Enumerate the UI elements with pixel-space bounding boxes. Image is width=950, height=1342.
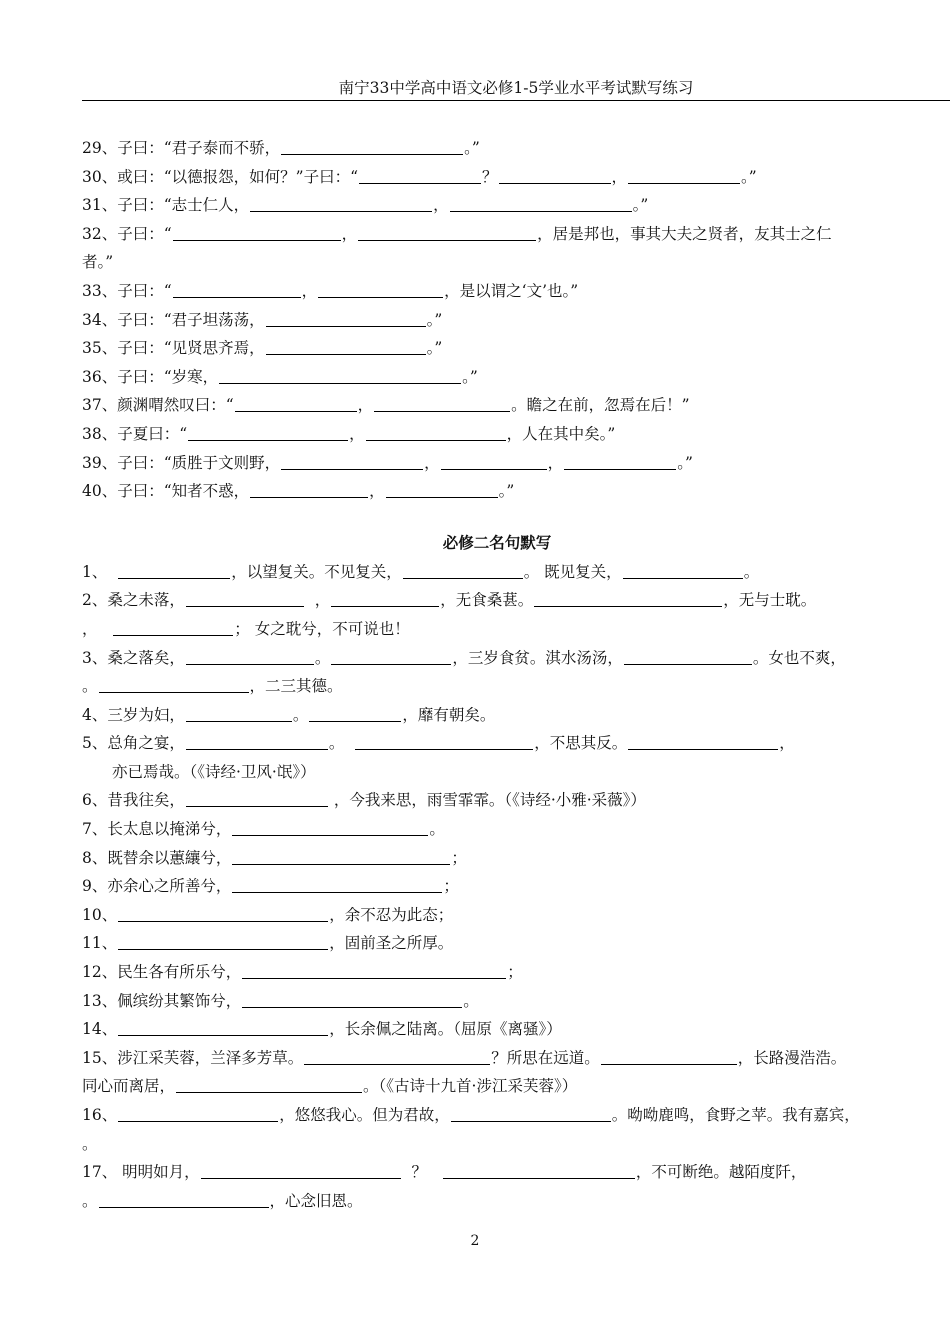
item-2: 2、桑之未落， ， ，无食桑葚。 ，无与士耽。 xyxy=(82,591,817,610)
question-34: 34、子曰：“君子坦荡荡， 。” xyxy=(82,310,443,329)
answer-blank[interactable] xyxy=(232,875,442,893)
answer-blank[interactable] xyxy=(534,589,722,607)
answer-blank[interactable] xyxy=(441,452,547,470)
item-7: 7、长太息以掩涕兮， 。 xyxy=(82,820,445,839)
answer-blank[interactable] xyxy=(113,618,233,636)
answer-blank[interactable] xyxy=(266,309,426,327)
answer-blank[interactable] xyxy=(173,223,341,241)
question-36: 36、子曰：“岁寒， 。” xyxy=(82,367,478,386)
answer-blank[interactable] xyxy=(443,1161,635,1179)
question-30: 30、或曰：“以德报怨，如何？”子曰：“ ？ ， 。” xyxy=(82,167,757,186)
item-1: 1、 ，以望复关。不见复关， 。 既见复关， 。 xyxy=(82,562,760,581)
answer-blank[interactable] xyxy=(173,280,301,298)
item-17: 17、 明明如月， ？ ，不可断绝。越陌度阡， xyxy=(82,1163,807,1182)
item-16-cont: 。 xyxy=(82,1134,98,1153)
answer-blank[interactable] xyxy=(118,904,328,922)
item-5: 5、总角之宴， 。 ，不思其反。 ， xyxy=(82,734,795,753)
item-17-cont: 。 ，心念旧恩。 xyxy=(82,1191,363,1210)
answer-blank[interactable] xyxy=(309,704,401,722)
answer-blank[interactable] xyxy=(188,423,348,441)
question-33: 33、子曰：“ ， ，是以谓之‘文’也。” xyxy=(82,281,579,300)
item-4: 4、三岁为妇， 。 ，靡有朝矣。 xyxy=(82,705,496,724)
answer-blank[interactable] xyxy=(281,452,423,470)
question-40: 40、子曰：“知者不惑， ， 。” xyxy=(82,482,515,501)
question-32-cont: 者。” xyxy=(82,253,114,272)
question-29: 29、子曰：“君子泰而不骄， 。” xyxy=(82,139,480,157)
item-15: 15、涉江采芙蓉，兰泽多芳草。 ？所思在远道。 ，长路漫浩浩。 xyxy=(82,1048,847,1067)
item-13: 13、佩缤纷其繁饰兮， 。 xyxy=(82,991,479,1010)
answer-blank[interactable] xyxy=(624,647,752,665)
answer-blank[interactable] xyxy=(219,366,461,384)
answer-blank[interactable] xyxy=(266,337,426,355)
worksheet xyxy=(82,134,912,1215)
item-16: 16、 ，悠悠我心。但为君故， 。呦呦鹿鸣，食野之苹。我有嘉宾， xyxy=(82,1106,860,1124)
answer-blank[interactable] xyxy=(99,675,249,693)
answer-blank[interactable] xyxy=(628,732,778,750)
answer-blank[interactable] xyxy=(358,223,536,241)
answer-blank[interactable] xyxy=(232,818,428,836)
answer-blank[interactable] xyxy=(186,789,328,807)
answer-blank[interactable] xyxy=(118,561,230,579)
answer-blank[interactable] xyxy=(499,166,611,184)
question-35: 35、子曰：“见贤思齐焉， 。” xyxy=(82,339,443,358)
question-31: 31、子曰：“志士仁人， ， 。” xyxy=(82,196,649,215)
answer-blank[interactable] xyxy=(331,589,439,607)
item-3-cont: 。 ，二三其德。 xyxy=(82,677,343,696)
answer-blank[interactable] xyxy=(359,166,481,184)
answer-blank[interactable] xyxy=(281,137,463,155)
answer-blank[interactable] xyxy=(186,732,328,750)
answer-blank[interactable] xyxy=(250,194,432,212)
section-title: 必修二名句默写 xyxy=(442,533,552,552)
answer-blank[interactable] xyxy=(118,1104,278,1122)
answer-blank[interactable] xyxy=(366,423,506,441)
answer-blank[interactable] xyxy=(242,961,506,979)
answer-blank[interactable] xyxy=(601,1047,737,1065)
answer-blank[interactable] xyxy=(99,1190,269,1208)
item-12: 12、民生各有所乐兮， ； xyxy=(82,963,523,982)
answer-blank[interactable] xyxy=(628,166,740,184)
item-8: 8、既替余以蕙纕兮， ； xyxy=(82,848,467,867)
answer-blank[interactable] xyxy=(564,452,676,470)
answer-blank[interactable] xyxy=(176,1075,362,1093)
item-6: 6、昔我往矣， ，今我来思，雨雪霏霏。（《诗经·小雅·采薇》） xyxy=(82,791,646,810)
answer-blank[interactable] xyxy=(118,932,328,950)
answer-blank[interactable] xyxy=(451,1104,611,1122)
question-37: 37、颜渊喟然叹曰：“ ， 。瞻之在前，忽焉在后！” xyxy=(82,396,690,415)
item-10: 10、 ，余不忍为此态； xyxy=(82,905,454,924)
answer-blank[interactable] xyxy=(250,480,368,498)
answer-blank[interactable] xyxy=(242,990,462,1008)
answer-blank[interactable] xyxy=(331,647,451,665)
item-9: 9、亦余心之所善兮， ； xyxy=(82,877,459,896)
answer-blank[interactable] xyxy=(374,394,510,412)
answer-blank[interactable] xyxy=(186,589,304,607)
item-15-cont: 同心而离居， 。（《古诗十九首·涉江采芙蓉》） xyxy=(82,1077,578,1096)
question-32: 32、子曰：“ ， ，居是邦也，事其大夫之贤者，友其士之仁 xyxy=(82,224,832,243)
answer-blank[interactable] xyxy=(186,647,314,665)
answer-blank[interactable] xyxy=(623,561,743,579)
answer-blank[interactable] xyxy=(235,394,357,412)
item-5-source: 亦已焉哉。（《诗经·卫风·氓》） xyxy=(112,762,316,781)
answer-blank[interactable] xyxy=(403,561,523,579)
answer-blank[interactable] xyxy=(118,1018,328,1036)
item-14: 14、 ，长余佩之陆离。（屈原《离骚》） xyxy=(82,1020,562,1039)
answer-blank[interactable] xyxy=(318,280,443,298)
answer-blank[interactable] xyxy=(232,847,450,865)
page-number: 2 xyxy=(470,1233,480,1249)
page-header: 南宁33中学高中语文必修1-5学业水平考试默写练习 xyxy=(82,76,950,101)
answer-blank[interactable] xyxy=(355,732,533,750)
question-39: 39、子曰：“质胜于文则野， ， ， 。” xyxy=(82,453,693,472)
answer-blank[interactable] xyxy=(201,1161,401,1179)
item-2-cont: ， ； 女之耽兮，不可说也！ xyxy=(82,619,410,638)
answer-blank[interactable] xyxy=(186,704,292,722)
answer-blank[interactable] xyxy=(386,480,498,498)
answer-blank[interactable] xyxy=(450,194,632,212)
question-38: 38、子夏曰：“ ， ，人在其中矣。” xyxy=(82,424,616,443)
item-3: 3、桑之落矣， 。 ，三岁食贫。淇水汤汤， 。女也不爽， xyxy=(82,648,846,667)
item-11: 11、 ，固前圣之所厚。 xyxy=(82,934,454,953)
answer-blank[interactable] xyxy=(304,1047,490,1065)
